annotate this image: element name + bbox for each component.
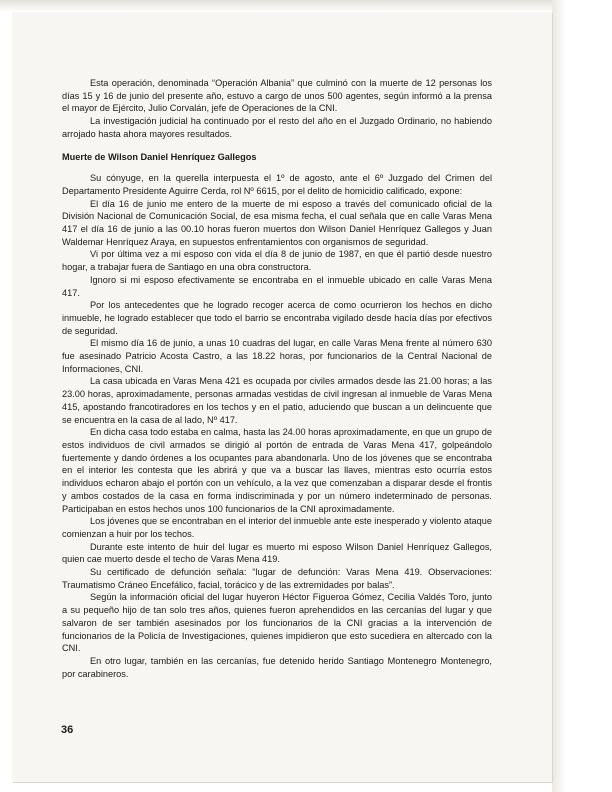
section-heading: Muerte de Wilson Daniel Henríquez Gallegos [62, 151, 257, 162]
paragraph: Según la información oficial del lugar huyeron Héctor Figueroa Gómez, Cecilia Valdés Toro, junto a su pequeño hijo de tan solo tres años, quienes fueron aprehendidos en las cercanías del lugar y que salvaron de ser también asesinados por los funcionarios de la CNI gracias a la intervención de funcionarios de la Policía de Investigaciones, quienes impidieron que esto sucediera en altercado con la CNI. [62, 592, 492, 654]
paragraph: Vi por última vez a mi esposo con vida el día 8 de junio de 1987, en que él partió desde nuestro hogar, a trabajar fuera de Santiago en una obra constructora. [62, 249, 492, 273]
page-number: 36 [61, 724, 74, 736]
paragraph: Por los antecedentes que he logrado recoger acerca de como ocurrieron los hechos en dicho inmueble, he logrado establecer que todo el barrio se encontraba vigilado desde hacía días por efectivos de seguridad. [62, 300, 492, 336]
paragraph: En dicha casa todo estaba en calma, hasta las 24.00 horas aproximadamente, en que un grupo de estos individuos de civil armados se dirigió al portón de entrada de Varas Mena 417, golpeándolo fuertemente y dando órdenes a los ocupantes para abandonarla. Uno de los jóvenes que se encontraba en el interior les contesta que les abrirá y que va a buscar las llaves, mientras esto ocurría estos individuos echaron abajo el portón con un vehículo, a la vez que comenzaban a disparar desde el frontis y ambos costados de la casa en forma indiscriminada y por un número indeterminado de personas. Participaban en estos hechos unos 100 funcionarios de la CNI aproximadamente. [62, 427, 492, 514]
paragraph: Esta operación, denominada “Operación Albania” que culminó con la muerte de 12 personas los días 15 y 16 de junio del presente año, estuvo a cargo de unos 500 agentes, según informó a la prensa el mayor de Ejército, Julio Corvalán, jefe de Operaciones de la CNI. [62, 78, 492, 114]
paragraph: Los jóvenes que se encontraban en el interior del inmueble ante este inesperado y violento ataque comienzan a huir por los techos. [62, 516, 492, 539]
paragraph: Durante este intento de huir del lugar es muerto mi esposo Wilson Daniel Henríquez Gallegos, quien cae muerto desde el techo de Varas Mena 419. [62, 541, 492, 565]
paragraph: La casa ubicada en Varas Mena 421 es ocupada por civiles armados desde las 21.00 horas; a las 23.00 horas, aproximadamente, personas armadas vestidas de civil ingresan al inmueble de Varas Mena 415, apostando francotiradores en los techos y en el patio, aduciendo que buscan a un delincuente que se encuentra en la casa de al lado, Nº 417. [62, 376, 492, 425]
paragraph: Su certificado de defunción señala: “lugar de defunción: Varas Mena 419. Observaciones: Traumatismo Cráneo Encefálico, facial, torácico y de las extremidades por balas”. [62, 567, 492, 590]
paragraph: Su cónyuge, en la querella interpuesta el 1º de agosto, ante el 6º Juzgado del Crimen del Departamento Presidente Aguirre Cerda, rol Nº 6615, por el delito de homicidio calificado, expone: [62, 173, 492, 196]
paragraph: La investigación judicial ha continuado por el resto del año en el Juzgado Ordinario, no habiendo arrojado hasta ahora mayores resultados. [62, 116, 492, 139]
scan-top-edge [0, 0, 612, 12]
paragraph: Ignoro si mi esposo efectivamente se encontraba en el inmueble ubicado en calle Varas Mena 417. [62, 274, 492, 298]
paragraph: En otro lugar, también en las cercanías, fue detenido herido Santiago Montenegro Montenegro, por carabineros. [62, 655, 492, 679]
page-body [62, 77, 492, 680]
paragraph: El día 16 de junio me entero de la muerte de mi esposo a través del comunicado oficial de la División Nacional de Comunicación Social, de esa misma fecha, el cual señala que en calle Varas Mena 417 el día 16 de junio a las 00.10 horas fueron muertos don Wilson Daniel Henríquez Gallegos y Juan Waldemar Henríquez Araya, en supuestos enfrentamientos con organismos de seguridad. [62, 198, 492, 247]
paragraph: El mismo día 16 de junio, a unas 10 cuadras del lugar, en calle Varas Mena frente al número 630 fue asesinado Patricio Acosta Castro, a las 18.22 horas, por funcionarios de la Central Nacional de Informaciones, CNI. [62, 338, 492, 374]
scan-right-edge [552, 0, 612, 792]
